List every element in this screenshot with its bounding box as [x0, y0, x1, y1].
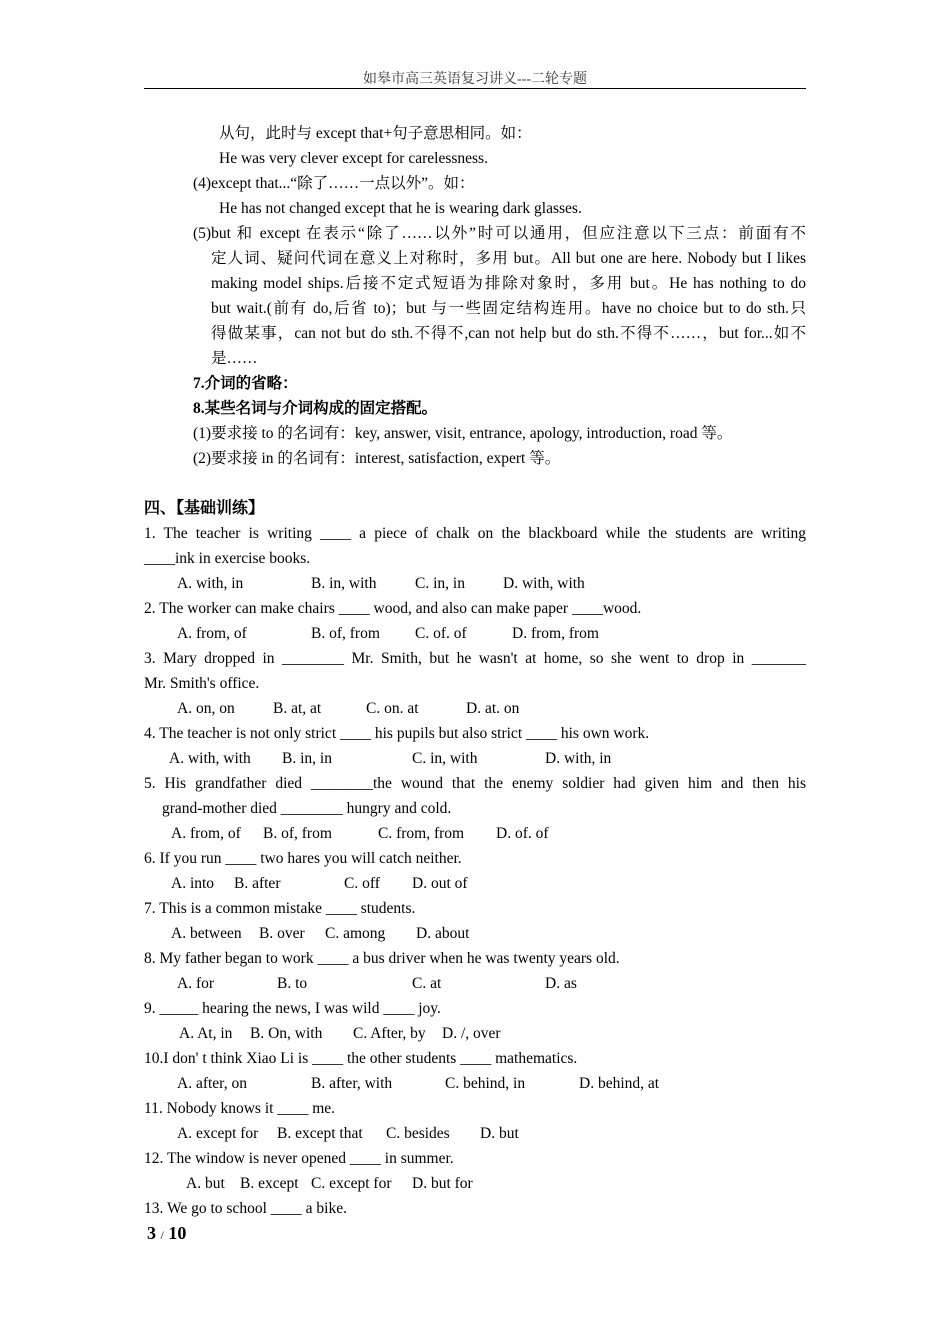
question-text: 2. The worker can make chairs ____ wood, and also can make paper ____wood.	[144, 600, 642, 617]
option-d: D. behind, at	[579, 1075, 660, 1092]
option-c: C. among	[325, 925, 386, 942]
option-a: A. on, on	[177, 700, 235, 717]
page-number	[147, 1223, 186, 1244]
question-text: 1. The teacher is writing ____ a piece of chalk on the blackboard while the students are writing	[144, 525, 806, 542]
option-d: D. but for	[412, 1175, 473, 1192]
total-pages: 10	[168, 1223, 187, 1243]
option-b: B. of, from	[263, 825, 332, 842]
option-b: B. in, in	[282, 750, 332, 767]
question-text: 7. This is a common mistake ____ students.	[144, 900, 416, 917]
option-b: B. over	[259, 925, 305, 942]
option-b: B. after	[234, 875, 281, 892]
option-a: A. from, of	[171, 825, 241, 842]
option-b: B. at, at	[273, 700, 322, 717]
current-page: 3	[147, 1223, 156, 1243]
question-text: 12. The window is never opened ____ in summer.	[144, 1150, 454, 1167]
option-c: C. from, from	[378, 825, 465, 842]
option-a: A. At, in	[179, 1025, 233, 1042]
option-a: A. into	[171, 875, 215, 892]
question-text: 9. _____ hearing the news, I was wild ____ joy.	[144, 1000, 441, 1017]
header-rule	[144, 88, 806, 89]
option-c: C. besides	[386, 1125, 450, 1142]
question-text: Mr. Smith's office.	[144, 675, 260, 692]
option-b: B. of, from	[311, 625, 380, 642]
option-a: A. for	[177, 975, 215, 992]
option-a: A. except for	[177, 1125, 259, 1142]
section-title: 四、【基础训练】	[144, 500, 265, 517]
option-c: C. behind, in	[445, 1075, 526, 1092]
option-d: D. from, from	[512, 625, 599, 642]
page-header: 如皋市高三英语复习讲义---二轮专题	[363, 72, 587, 87]
note-line: He has not changed except that he is wearing dark glasses.	[219, 200, 582, 217]
question-text: 10.I don' t think Xiao Li is ____ the other students ____ mathematics.	[144, 1050, 578, 1067]
option-b: B. to	[277, 975, 308, 992]
note-line: (2)要求接 in 的名词有：interest, satisfaction, expert 等。	[193, 450, 561, 467]
question-text: 5. His grandfather died ________the wound that the enemy soldier had given him and then his	[144, 775, 806, 792]
option-c: C. of. of	[415, 625, 467, 642]
option-c: C. except for	[311, 1175, 392, 1192]
option-a: A. between	[171, 925, 242, 942]
option-b: B. after, with	[311, 1075, 393, 1092]
option-a: A. but	[186, 1175, 225, 1192]
option-d: D. at. on	[466, 700, 520, 717]
option-d: D. of. of	[496, 825, 549, 842]
note-line: (1)要求接 to 的名词有：key, answer, visit, entrance, apology, introduction, road 等。	[193, 425, 733, 442]
question-text: 3. Mary dropped in ________ Mr. Smith, but he wasn't at home, so she went to drop in _______	[144, 650, 806, 667]
note-line: (5)but 和 except 在表示“除了……以外”时可以通用，但应注意以下三点：前面有不	[193, 225, 806, 242]
option-d: D. about	[416, 925, 470, 942]
option-a: A. after, on	[177, 1075, 247, 1092]
option-a: A. with, with	[169, 750, 251, 767]
option-b: B. in, with	[311, 575, 377, 592]
option-b: B. except	[240, 1175, 299, 1192]
option-d: D. with, with	[503, 575, 585, 592]
option-b: B. except that	[277, 1125, 363, 1142]
question-text: grand-mother died ________ hungry and cold.	[162, 800, 452, 817]
option-d: D. with, in	[545, 750, 612, 767]
note-line: but wait.(前有 do,后省 to)；but 与一些固定结构连用。have no choice but to do sth.只	[211, 300, 806, 317]
question-text: 13. We go to school ____ a bike.	[144, 1200, 347, 1217]
note-line: 是……	[211, 350, 258, 367]
note-heading: 8.某些名词与介词构成的固定搭配。	[193, 400, 438, 417]
note-line: 定人词、疑问代词在意义上对称时，多用 but。All but one are here. Nobody but I likes	[211, 250, 806, 267]
option-d: D. as	[545, 975, 577, 992]
option-a: A. from, of	[177, 625, 247, 642]
option-c: C. After, by	[353, 1025, 426, 1042]
note-line: He was very clever except for carelessness.	[219, 150, 488, 167]
option-d: D. /, over	[442, 1025, 501, 1042]
option-c: C. on. at	[366, 700, 419, 717]
option-c: C. at	[412, 975, 442, 992]
option-c: C. off	[344, 875, 380, 892]
option-d: D. but	[480, 1125, 519, 1142]
question-text: 11. Nobody knows it ____ me.	[144, 1100, 336, 1117]
note-line: making model ships.后接不定式短语为排除对象时，多用 but。He has nothing to do	[211, 275, 806, 292]
question-text: 6. If you run ____ two hares you will catch neither.	[144, 850, 462, 867]
note-heading: 7.介词的省略：	[193, 375, 298, 392]
option-b: B. On, with	[250, 1025, 323, 1042]
option-a: A. with, in	[177, 575, 244, 592]
option-d: D. out of	[412, 875, 468, 892]
option-c: C. in, with	[412, 750, 478, 767]
note-line: 得做某事，can not but do sth.不得不,can not help but do sth.不得不……，but for...如不	[211, 325, 806, 342]
option-c: C. in, in	[415, 575, 465, 592]
question-text: 4. The teacher is not only strict ____ his pupils but also strict ____ his own work.	[144, 725, 650, 742]
page-separator: /	[160, 1228, 164, 1242]
note-line: 从句，此时与 except that+句子意思相同。如：	[219, 125, 532, 142]
question-text: 8. My father began to work ____ a bus driver when he was twenty years old.	[144, 950, 620, 967]
question-text: ____ink in exercise books.	[144, 550, 311, 567]
note-line: (4)except that...“除了……一点以外”。如：	[193, 175, 475, 192]
